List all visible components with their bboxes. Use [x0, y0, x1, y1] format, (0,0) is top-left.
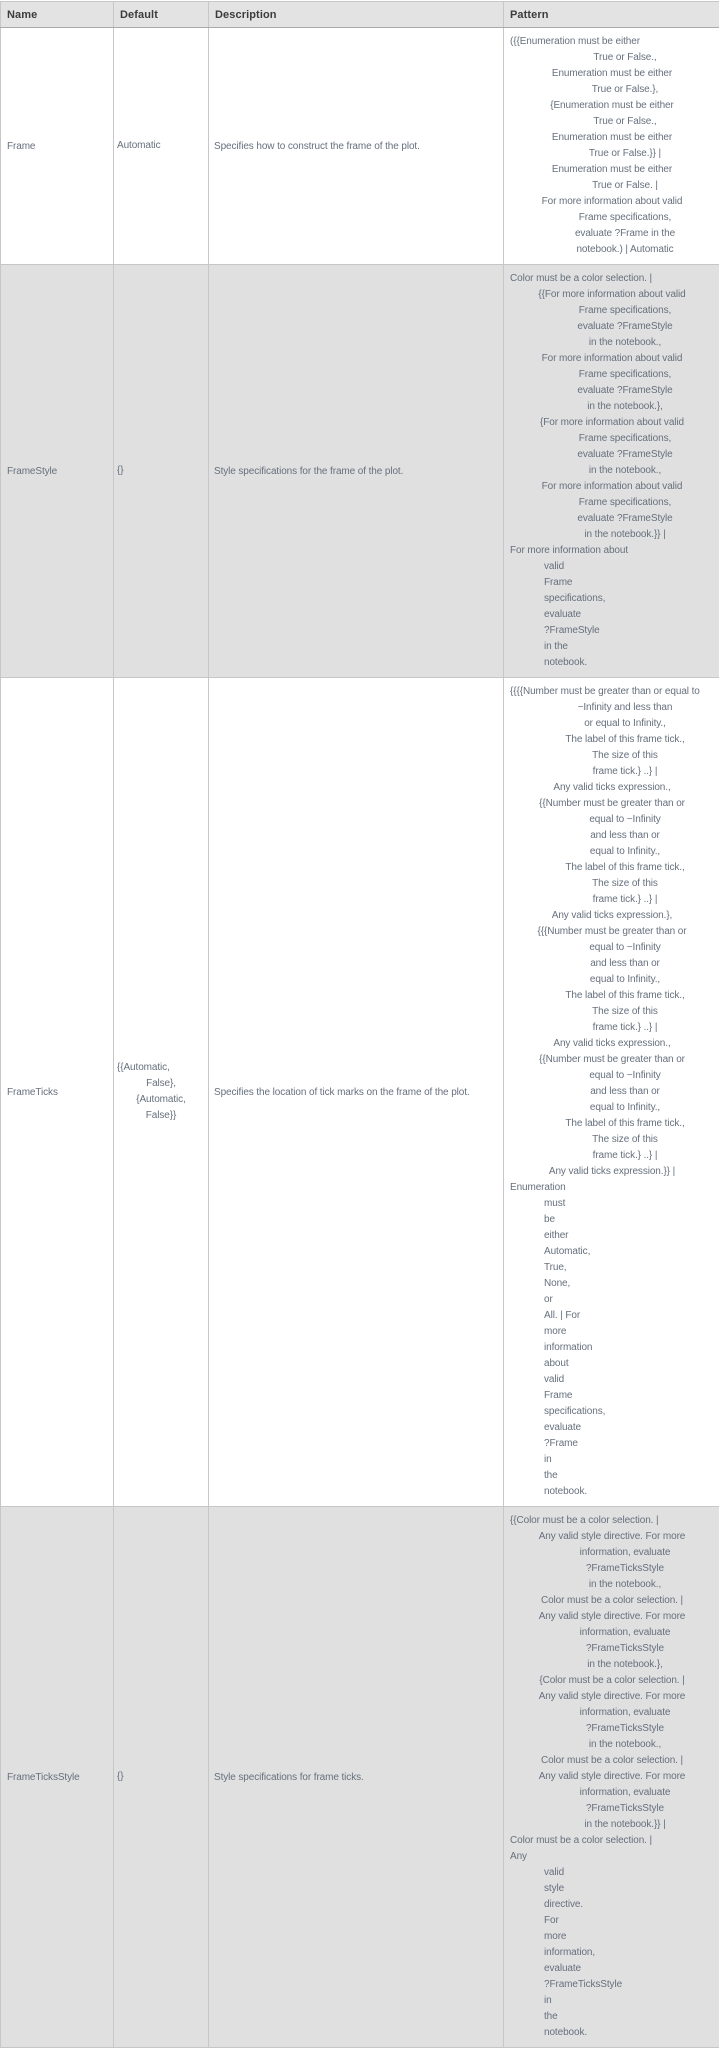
pattern-line: in the notebook.},: [587, 401, 663, 412]
pattern-line: ?FrameTicksStyle: [585, 1723, 665, 1734]
pattern-line: {{Color must be a color selection. |: [510, 1515, 659, 1526]
pattern-line: ?FrameTicksStyle: [544, 1979, 623, 1990]
pattern-line: information,: [544, 1947, 596, 1958]
pattern-line: Any valid ticks expression.}} |: [548, 1166, 676, 1177]
pattern-line: Automatic: [117, 140, 161, 151]
pattern-line: Any valid ticks expression.,: [553, 1038, 671, 1049]
pattern-line: {{Number must be greater than or: [539, 1054, 685, 1065]
pattern-line: Frame specifications,: [578, 433, 672, 444]
pattern-line: equal to −Infinity: [589, 1070, 661, 1081]
table-row-frameticks: [1, 678, 719, 1507]
pattern-line: All. | For: [544, 1310, 581, 1321]
option-name: Frame: [1, 28, 114, 265]
pattern-line: Enumeration: [510, 1182, 566, 1193]
pattern-line: Frame specifications,: [578, 369, 672, 380]
pattern-line: equal to Infinity.,: [589, 846, 661, 857]
pattern-line: For more information about: [510, 545, 629, 556]
pattern-line: Frame specifications,: [578, 305, 672, 316]
pattern-line: For more information about valid: [541, 481, 683, 492]
pattern-line: Any valid style directive. For more: [538, 1771, 686, 1782]
pattern-line: frame tick.} ..} |: [592, 894, 658, 905]
pattern-line: {Enumeration must be either: [550, 100, 674, 111]
pattern-line: valid: [544, 561, 565, 572]
pattern-line: style: [544, 1883, 565, 1894]
pattern-line: {{Automatic,: [117, 1062, 170, 1073]
pattern-line: valid: [544, 1374, 565, 1385]
option-pattern: [504, 1507, 719, 2048]
pattern-line: in: [544, 1454, 552, 1465]
pattern-line: Color must be a color selection. |: [540, 1595, 684, 1606]
pattern-line: more: [544, 1326, 567, 1337]
pattern-line: information: [544, 1342, 593, 1353]
pattern-line: evaluate ?FrameStyle: [577, 449, 673, 460]
pattern-line: ?FrameTicksStyle: [585, 1803, 665, 1814]
pattern-line: in the notebook.,: [588, 337, 662, 348]
pattern-line: specifications,: [544, 593, 606, 604]
pattern-line: Enumeration must be either: [551, 164, 673, 175]
pattern-line: ({{Enumeration must be either: [510, 36, 640, 47]
pattern-line: evaluate ?FrameStyle: [577, 321, 673, 332]
pattern-line: must: [544, 1198, 566, 1209]
pattern-line: The label of this frame tick.,: [565, 990, 685, 1001]
option-name: FrameTicksStyle: [1, 1507, 114, 2048]
pattern-line: The size of this: [592, 1006, 658, 1017]
pattern-line: Enumeration must be either: [551, 68, 673, 79]
table-body: [1, 28, 719, 2048]
pattern-line: Frame specifications,: [578, 212, 672, 223]
option-default: [114, 265, 209, 678]
column-header-default: Default: [114, 2, 209, 28]
pattern-line: ?FrameTicksStyle: [585, 1643, 665, 1654]
table-row-framestyle: [1, 265, 719, 678]
pattern-line: None,: [544, 1278, 571, 1289]
option-default: [114, 1507, 209, 2048]
pattern-line: in the notebook.,: [588, 465, 662, 476]
pattern-line: For more information about valid: [541, 353, 683, 364]
option-default: [114, 678, 209, 1507]
pattern-line: {{{Number must be greater than or: [537, 926, 687, 937]
pattern-line: in the notebook.,: [588, 1739, 662, 1750]
pattern-line: in the notebook.}} |: [584, 529, 666, 540]
pattern-line: Any: [510, 1851, 527, 1862]
pattern-line: True or False.,: [593, 116, 657, 127]
pattern-line: frame tick.} ..} |: [592, 1022, 658, 1033]
option-name: FrameStyle: [1, 265, 114, 678]
pattern-line: True or False.}} |: [588, 148, 662, 159]
column-header-description: Description: [209, 2, 504, 28]
pattern-line: For: [544, 1915, 559, 1926]
pattern-line: Automatic,: [544, 1246, 591, 1257]
pattern-line: The size of this: [592, 878, 658, 889]
pattern-line: {}: [117, 1771, 124, 1782]
pattern-line: {{{{Number must be greater than or equal to: [510, 686, 700, 697]
pattern-line: evaluate ?Frame in the: [574, 228, 676, 239]
pattern-line: {{Number must be greater than or: [539, 798, 685, 809]
option-pattern: [504, 678, 719, 1507]
pattern-line: equal to Infinity.,: [589, 1102, 661, 1113]
pattern-line: the: [544, 2011, 558, 2022]
pattern-line: {{For more information about valid: [538, 289, 686, 300]
pattern-line: information, evaluate: [579, 1787, 671, 1798]
pattern-line: The label of this frame tick.,: [565, 862, 685, 873]
pattern-line: equal to Infinity.,: [589, 974, 661, 985]
pattern-line: ?FrameStyle: [544, 625, 600, 636]
pattern-line: and less than or: [590, 1086, 660, 1097]
table-row-frame: [1, 28, 719, 265]
pattern-line: {Color must be a color selection. |: [539, 1675, 685, 1686]
pattern-line: Color must be a color selection. |: [540, 1755, 684, 1766]
pattern-line: {Automatic,: [136, 1094, 186, 1105]
pattern-line: evaluate: [544, 1963, 582, 1974]
pattern-line: directive.: [544, 1899, 584, 1910]
pattern-line: frame tick.} ..} |: [592, 1150, 658, 1161]
pattern-line: in the: [544, 641, 568, 652]
pattern-line: {For more information about valid: [540, 417, 684, 428]
option-description: Style specifications for frame ticks.: [209, 1507, 504, 2048]
pattern-line: Any valid style directive. For more: [538, 1531, 686, 1542]
pattern-line: information, evaluate: [579, 1707, 671, 1718]
pattern-line: The label of this frame tick.,: [565, 734, 685, 745]
pattern-line: evaluate ?FrameStyle: [577, 385, 673, 396]
pattern-line: The size of this: [592, 1134, 658, 1145]
pattern-line: False},: [146, 1078, 176, 1089]
pattern-line: notebook.: [544, 1486, 588, 1497]
pattern-line: and less than or: [590, 830, 660, 841]
option-description: Specifies how to construct the frame of the plot.: [209, 28, 504, 265]
table-header-row: [1, 2, 719, 28]
pattern-line: Any valid style directive. For more: [538, 1691, 686, 1702]
pattern-line: Any valid ticks expression.},: [551, 910, 673, 921]
pattern-line: False}}: [145, 1110, 177, 1121]
pattern-line: ?FrameTicksStyle: [585, 1563, 665, 1574]
pattern-line: notebook.: [544, 2027, 588, 2038]
pattern-line: equal to −Infinity: [589, 814, 661, 825]
option-name: FrameTicks: [1, 678, 114, 1507]
pattern-line: notebook.: [544, 657, 588, 668]
pattern-line: be: [544, 1214, 555, 1225]
option-default: [114, 28, 209, 265]
pattern-line: −Infinity and less than: [577, 702, 673, 713]
column-header-pattern: Pattern: [504, 2, 719, 28]
pattern-line: valid: [544, 1867, 565, 1878]
pattern-line: Frame specifications,: [578, 497, 672, 508]
pattern-line: about: [544, 1358, 569, 1369]
pattern-line: Color must be a color selection. |: [510, 273, 653, 284]
pattern-line: in the notebook.,: [588, 1579, 662, 1590]
option-description: Specifies the location of tick marks on the frame of the plot.: [209, 678, 504, 1507]
pattern-line: more: [544, 1931, 567, 1942]
option-pattern: [504, 28, 719, 265]
pattern-line: Any valid ticks expression.,: [553, 782, 671, 793]
pattern-line: True or False.},: [591, 84, 659, 95]
pattern-line: equal to −Infinity: [589, 942, 661, 953]
pattern-line: evaluate: [544, 609, 582, 620]
column-header-name: Name: [1, 2, 114, 28]
pattern-line: Color must be a color selection. |: [510, 1835, 653, 1846]
pattern-line: Any valid style directive. For more: [538, 1611, 686, 1622]
pattern-line: and less than or: [590, 958, 660, 969]
pattern-line: information, evaluate: [579, 1547, 671, 1558]
pattern-line: in the notebook.}} |: [584, 1819, 666, 1830]
pattern-line: information, evaluate: [579, 1627, 671, 1638]
pattern-line: frame tick.} ..} |: [592, 766, 658, 777]
pattern-line: Frame: [544, 1390, 573, 1401]
option-pattern: [504, 265, 719, 678]
pattern-line: notebook.) | Automatic: [576, 244, 674, 255]
pattern-line: True,: [544, 1262, 567, 1273]
pattern-line: either: [544, 1230, 569, 1241]
pattern-line: ?Frame: [544, 1438, 578, 1449]
pattern-line: True or False.,: [593, 52, 657, 63]
pattern-line: True or False. |: [592, 180, 658, 191]
pattern-line: evaluate ?FrameStyle: [577, 513, 673, 524]
pattern-line: For more information about valid: [541, 196, 683, 207]
pattern-line: evaluate: [544, 1422, 582, 1433]
pattern-line: {}: [117, 465, 124, 476]
pattern-line: the: [544, 1470, 558, 1481]
pattern-line: specifications,: [544, 1406, 606, 1417]
pattern-line: or equal to Infinity.,: [584, 718, 666, 729]
pattern-line: Frame: [544, 577, 573, 588]
pattern-line: in: [544, 1995, 552, 2006]
option-description: Style specifications for the frame of the plot.: [209, 265, 504, 678]
pattern-line: The size of this: [592, 750, 658, 761]
table-row-frameticksstyle: [1, 1507, 719, 2048]
pattern-line: Enumeration must be either: [551, 132, 673, 143]
pattern-line: in the notebook.},: [587, 1659, 663, 1670]
pattern-line: or: [544, 1294, 553, 1305]
pattern-line: The label of this frame tick.,: [565, 1118, 685, 1129]
plot-options-reference-table: [0, 1, 719, 2048]
